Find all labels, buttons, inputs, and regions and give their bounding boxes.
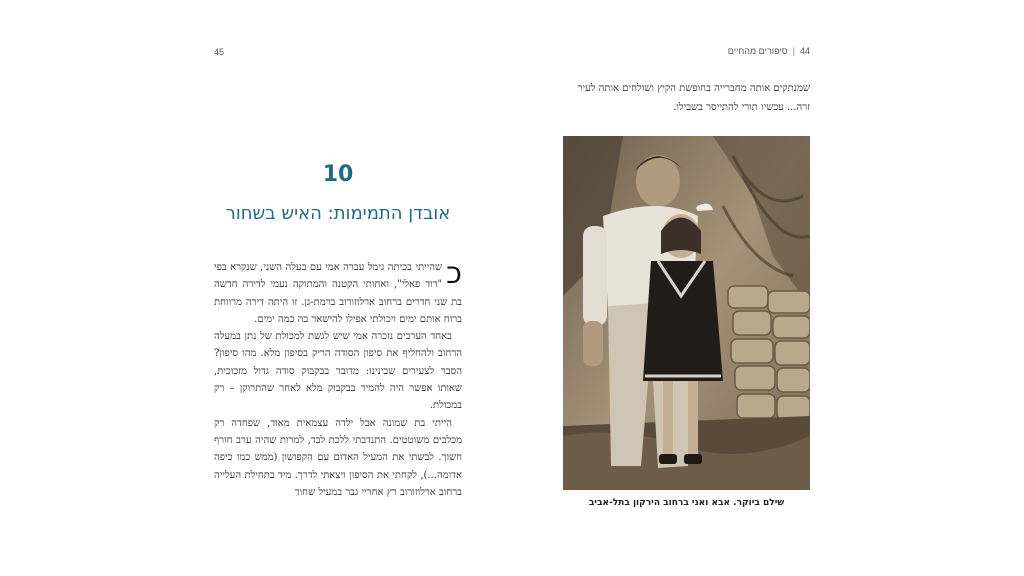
body-paragraph <box>214 256 462 328</box>
paragraph-text: שהייתי בכיתה גימל עברה אמי עם בעלה השני, שנקרא בפי "דוד פאלי", ואחותי הקטנה והמתוקה נעמי לדירה חדשה בת שני חדרים ברחוב ארלוזורוב ברמת-גן. זו היתה דירה מרווחת ברוח אותם ימים ויכולתי אפילו להישאר בה כמה ימים. <box>214 262 462 325</box>
intro-line: זרה... עכשיו תורי להתייסר בשבילו. <box>673 102 810 113</box>
chapter-body <box>214 256 462 501</box>
drop-cap: כ <box>446 256 462 291</box>
intro-line: שמנתקים אותה מחברייה בחופשת הקיץ ושולחים אותה לעיר <box>577 83 810 94</box>
body-paragraph: הייתי בת שמונה אבל ילדה עצמאית מאוד, שפחדה רק מכלבים משוטטים. התנדבתי ללכת לבד, למרות שהיה ערב חורף חשוך. לבשתי את המעיל האדום עם הקפושון (ממש כמו כיפה אדומה...), לקחתי את הסיפון ויצאתי לדרך. מיד בתחילת העלייה ברחוב ארלוזורוב רץ אחריי גבר במעיל שחור <box>214 417 462 498</box>
page-number-right: 44 <box>799 46 810 56</box>
intro-text <box>563 79 810 117</box>
running-header <box>600 46 810 56</box>
family-photo <box>563 136 810 490</box>
header-separator: | <box>792 46 795 56</box>
body-paragraph: באחד הערבים נזכרה אמי שיש לגשת למכולת של נתן במעלה הרחוב ולהחליף את סיפון הסודה הריק בסיפון מלא. מהו סיפון? הסבר לצעירים שבינינו: מדובר בבקבוק סודה גדול מזכוכית, שאותו אפשר היה להמיר בבקבוק מלא לאחר שהתרוקן – רק במכולת. <box>214 331 462 412</box>
photo-illustration <box>563 136 810 490</box>
chapter-number: 10 <box>322 162 354 187</box>
chapter-title: אובדן התמימות: האיש בשחור <box>225 203 451 224</box>
photo-caption: שילם ביוקר. אבא ואני ברחוב הירקון בתל-אביב <box>588 498 785 508</box>
book-title: סיפורים מהחיים <box>727 46 788 56</box>
page-number-left: 45 <box>214 47 225 57</box>
